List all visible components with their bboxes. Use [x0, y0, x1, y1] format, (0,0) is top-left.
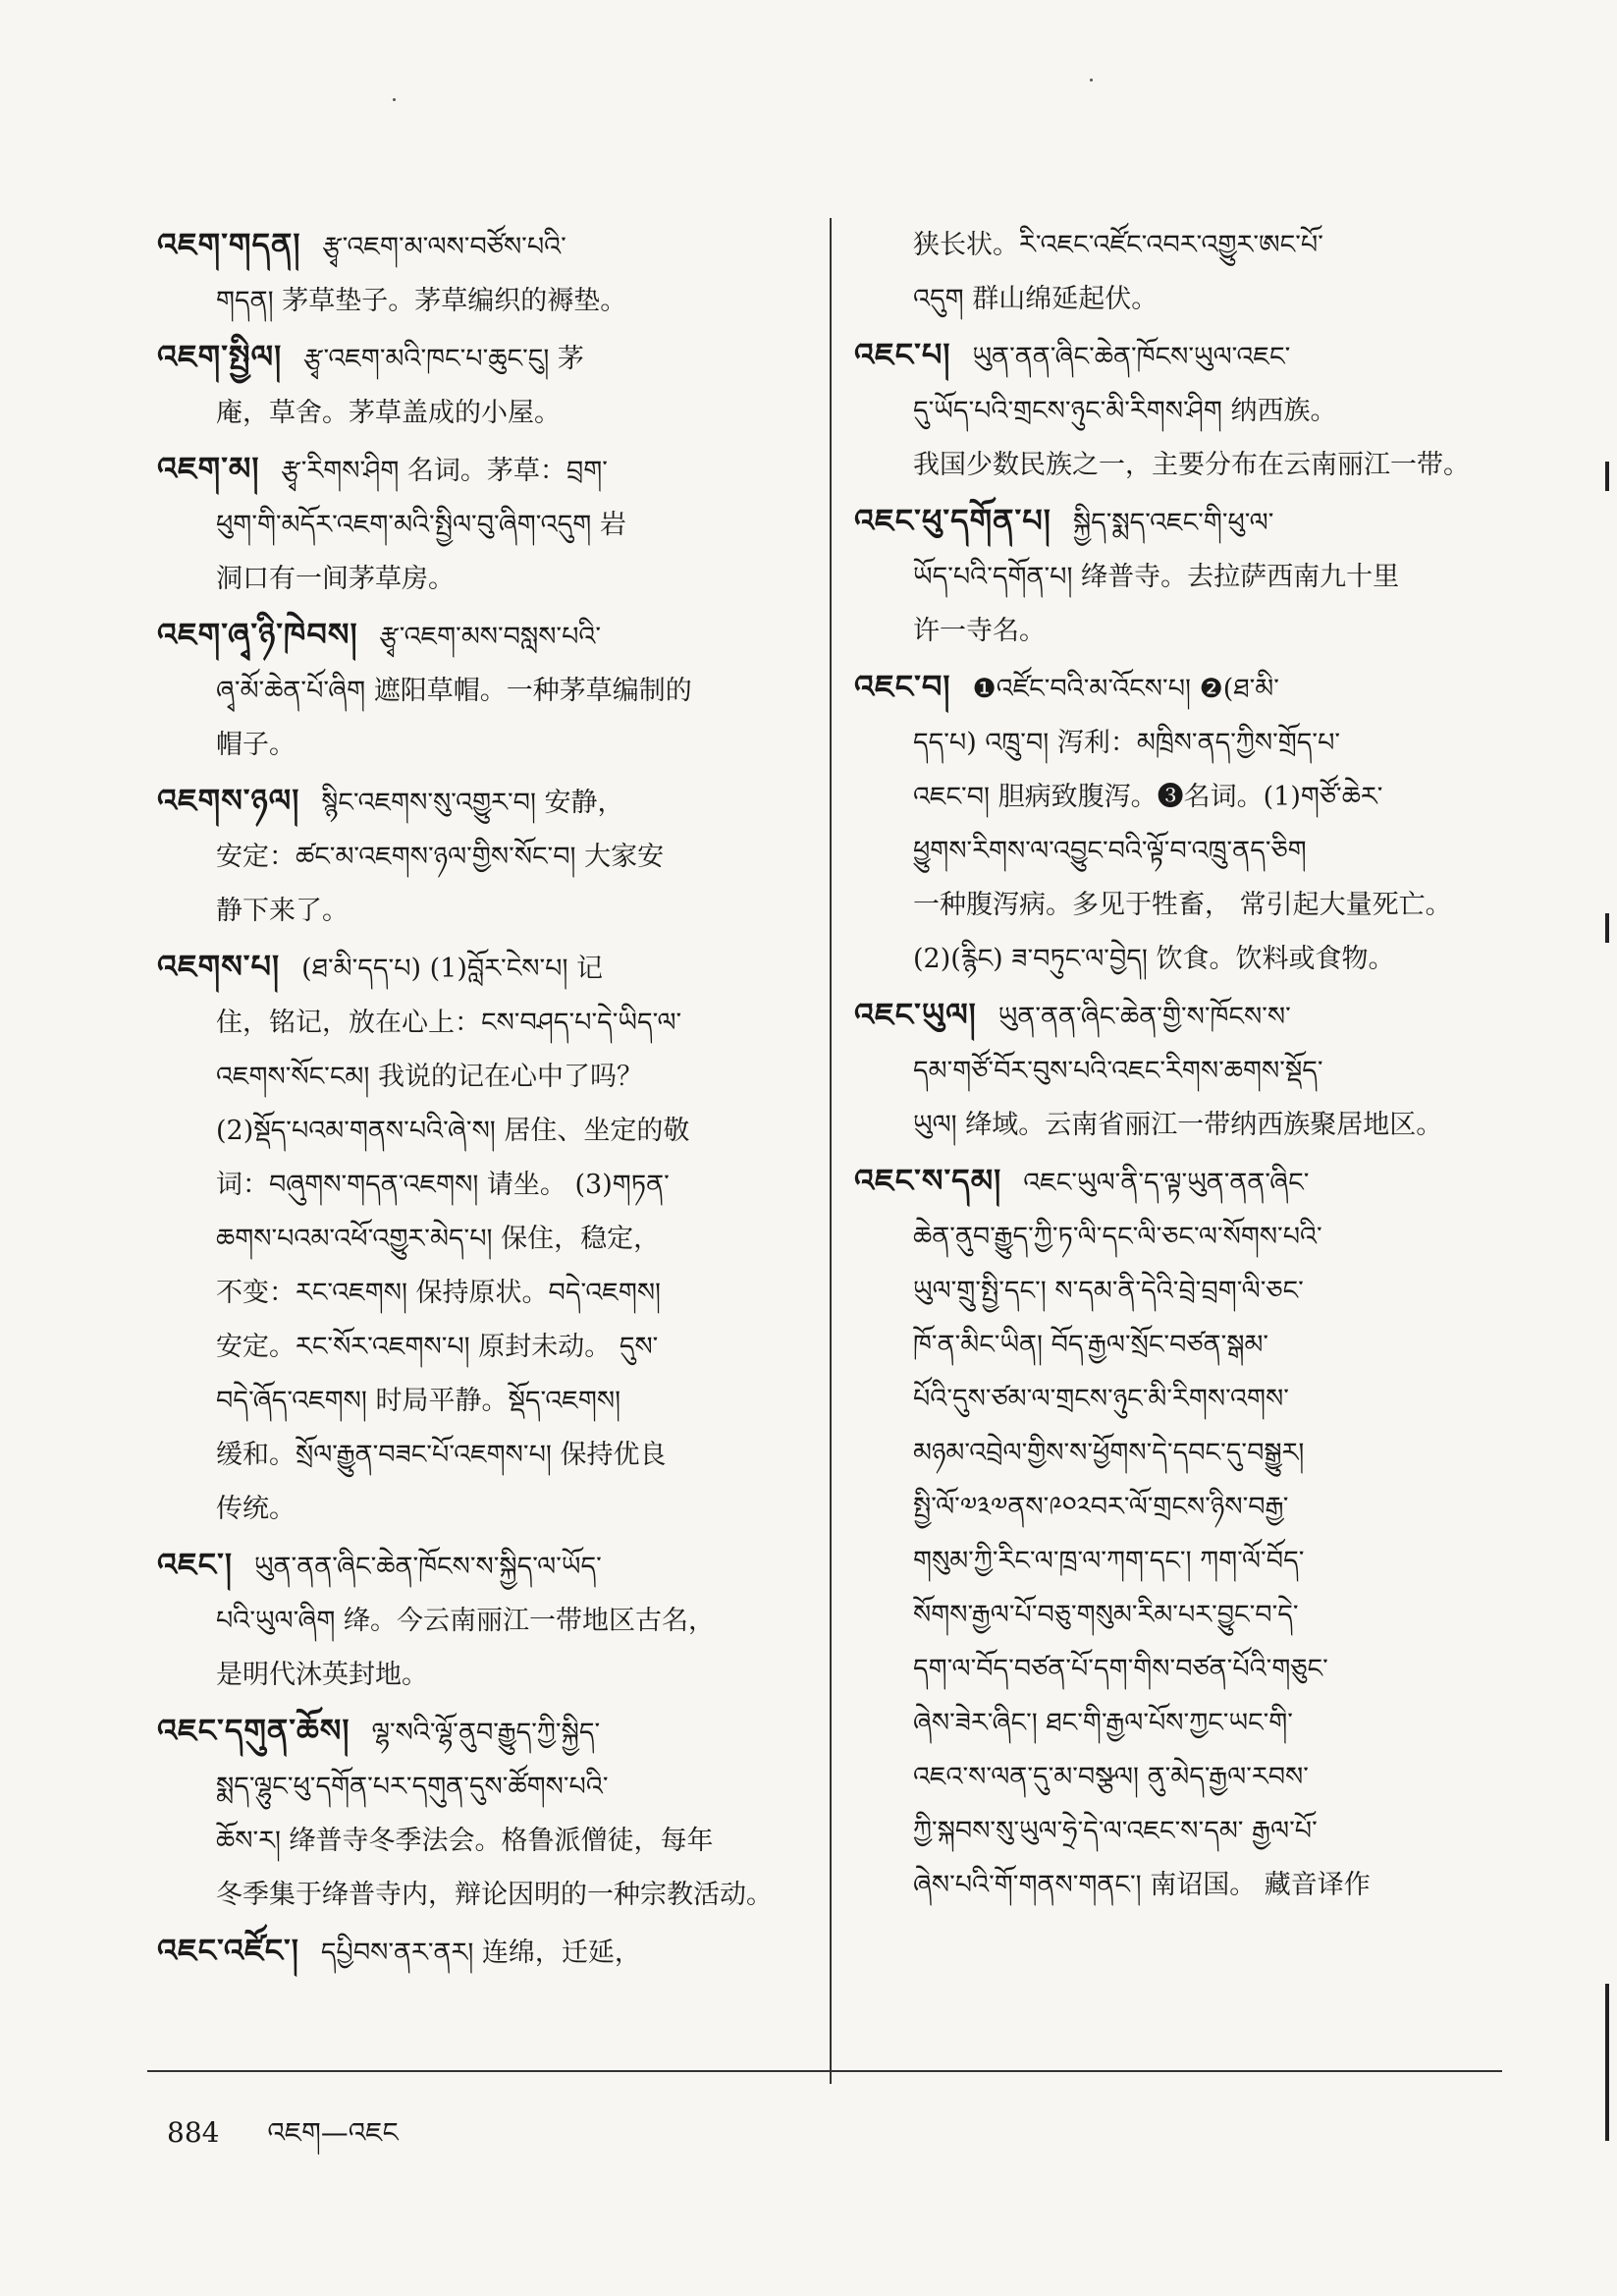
entry-text-line: ཆགས་པའམ་འཕོ་འགྱུར་མེད་པ། 保住，稳定，	[216, 1224, 661, 1254]
entry-first-line	[157, 608, 785, 664]
entry-text-line: པའི་ཡུལ་ཞིག 绛。今云南丽江一带地区古名，	[216, 1606, 715, 1636]
entry-text-line: ❶འཛོང་བའི་མ་འོངས་པ། ❷(ཐ་མི་	[972, 674, 1279, 704]
entry-text-line: ཆེན་ནུབ་རྒྱུད་ཀྱི་ཏ་ལི་དང་ལི་ཅང་ལ་སོགས་པའི་	[913, 1222, 1322, 1252]
column-divider	[830, 218, 832, 2084]
dictionary-entry	[157, 774, 785, 938]
entry-first-line	[157, 330, 785, 386]
entry-headword: འཇང་ཡུལ།	[854, 996, 977, 1033]
entry-first-line	[157, 442, 785, 498]
dictionary-entry	[854, 218, 1497, 326]
entry-text-line: སྙིང་འཇགས་སུ་འགྱུར་བ། 安静，	[321, 788, 624, 818]
entry-text-line: (2)(རྙིང) ཟ་བཏུང་ལ་བྱེད། 饮食。饮料或食物。	[913, 944, 1395, 974]
entry-headword: འཇག་ཞྭ་ཉི་ཁེབས།	[157, 616, 358, 653]
entry-first-line	[157, 774, 785, 830]
speck	[393, 98, 396, 101]
dictionary-entry	[854, 328, 1497, 492]
page-number: 884	[167, 2116, 220, 2149]
entry-text-line: དག་ལ་བོད་བཙན་པོ་དག་གིས་བཙན་པོའི་གཅུང་	[913, 1654, 1328, 1684]
entry-text-line: བདེ་ཞོད་འཇགས། 时局平静。སྡོད་འཇགས།	[216, 1386, 621, 1416]
dictionary-entry	[157, 1924, 785, 1980]
entry-headword: འཇང་པ།	[854, 336, 951, 373]
entry-text-line: 安定：ཚང་མ་འཇགས་ཉལ་གྱིས་སོང་བ། 大家安	[216, 842, 665, 872]
dictionary-entry	[157, 218, 785, 328]
entry-first-line	[854, 988, 1497, 1044]
entry-text-line: ཆོས་ར། 绛普寺冬季法会。格鲁派僧徒，每年	[216, 1826, 714, 1856]
entry-text-line: 许一寺名。	[913, 616, 1046, 646]
speck	[1090, 79, 1093, 82]
entry-text-line: སྤྱི་ལོ་༧༣༧ནས་༩༠༢བར་ལོ་གྲངས་ཉིས་བརྒྱ་	[913, 1492, 1289, 1522]
entry-text-line: རྩྭ་འཇག་མས་བསླས་པའི་	[379, 622, 602, 652]
entry-text-line: སྐྱིད་སྨད་འཇང་གི་ཕུ་ལ་	[1072, 508, 1274, 538]
entry-headword: འཇགས་ཉལ།	[157, 782, 300, 819]
entry-text-line: ཡུལ། 绛域。云南省丽江一带纳西族聚居地区。	[913, 1110, 1443, 1140]
entry-text-line: པོའི་དུས་ཙམ་ལ་གྲངས་ཉུང་མི་རིགས་འགས་	[913, 1384, 1289, 1414]
entry-first-line	[157, 218, 785, 274]
margin-mark	[1605, 913, 1609, 943]
entry-text-line: འཇང་བ། 胆病致腹泻。❸名词。(1)གཙོ་ཆེར་	[913, 782, 1383, 812]
entry-text-line: 帽子。	[216, 730, 296, 760]
entry-text-line: རྩྭ་འཇག་མའི་ཁང་པ་ཆུང་ངུ། 茅	[303, 344, 584, 374]
page-range: འཇག—འཇང	[267, 2116, 399, 2149]
entry-first-line	[854, 660, 1497, 716]
entry-text-line: མཉམ་འབྲེལ་གྱིས་ས་ཕྱོགས་དེ་དབང་དུ་བསྒྱུར།	[913, 1438, 1305, 1468]
entry-text-line: 住，铭记，放在心上：ངས་བཤད་པ་དེ་ཡིད་ལ་	[216, 1008, 682, 1038]
dictionary-entry	[854, 494, 1497, 658]
entry-text-line: ཁོ་ན་མིང་ཡིན། བོད་རྒྱལ་སྲོང་བཙན་སྒམ་	[913, 1330, 1269, 1360]
entry-text-line: 静下来了。	[216, 896, 349, 926]
dictionary-entry	[854, 1154, 1497, 1912]
entry-text-line: (2)སྡོད་པའམ་གནས་པའི་ཞེ་ས། 居住、坐定的敬	[216, 1116, 690, 1146]
entry-headword: འཇགས་པ།	[157, 948, 281, 985]
entry-text-line: ཀྱི་སྐབས་སུ་ཡུལ་ཧྲེ་དེ་ལ་འཇང་ས་དམ་ རྒྱལ་པོ་	[913, 1816, 1318, 1846]
dictionary-entry	[157, 442, 785, 606]
dictionary-entry	[157, 1538, 785, 1702]
entry-headword: འཇང་།	[157, 1546, 233, 1583]
dictionary-entry	[854, 660, 1497, 986]
entry-text-line: གསུམ་ཀྱི་རིང་ལ་ཁྲ་ལ་ཀག་དང་། ཀག་ལོ་བོད་	[913, 1546, 1305, 1576]
entry-text-line: 是明代沐英封地。	[216, 1660, 428, 1690]
dictionary-entry	[157, 330, 785, 440]
entry-text-line: 我国少数民族之一，主要分布在云南丽江一带。	[913, 450, 1470, 480]
entry-headword: འཇང་འཛོང་།	[157, 1932, 299, 1969]
entry-text-line: དུ་ཡོད་པའི་གྲངས་ཉུང་མི་རིགས་ཤིག 纳西族。	[913, 396, 1337, 426]
dictionary-entry	[157, 940, 785, 1536]
entry-text-line: ཞེས་ཟེར་ཞིང་། ཐང་གི་རྒྱལ་པོས་ཀྱང་ཡང་གི་	[913, 1708, 1293, 1738]
entry-text-line: འཇགས་སོང་ངམ། 我说的记在心中了吗？	[216, 1062, 643, 1092]
margin-mark	[1605, 462, 1609, 491]
entry-text-line: 狭长状。རི་འཇང་འཛོང་འབར་འགྱུར་ཨང་པོ་	[913, 230, 1323, 260]
entry-text-line: 一种腹泻病。多见于牲畜， 常引起大量死亡。	[913, 890, 1452, 920]
entry-first-line	[854, 328, 1497, 384]
entry-text-line: 安定。རང་སོར་འཇགས་པ། 原封未动。 དུས་	[216, 1332, 659, 1362]
entry-text-line: དད་པ) འཁྲུ་བ། 泻利：མཁྲིས་ནད་ཀྱིས་གྲོད་པ་	[913, 728, 1341, 758]
entry-text-line: ཕྱུགས་རིགས་ལ་འབྱུང་བའི་ལྟོ་བ་འཁྲུ་ནད་ཅིག	[913, 836, 1307, 866]
entry-text-line: ལྷ་སའི་ལྷོ་ནུབ་རྒྱུད་ཀྱི་སྐྱིད་	[371, 1718, 601, 1748]
entry-text-line: དམ་གཙོ་བོར་བུས་པའི་འཇང་རིགས་ཆགས་སྡོད་	[913, 1056, 1323, 1086]
entry-first-line	[157, 1924, 785, 1980]
entry-text-line: ཡུལ་གྲུ་སྤྱི་དང་། ས་དམ་ནི་དེའི་བྲེ་བྲག་ལི་ཅང་	[913, 1276, 1304, 1306]
entry-text-line: རྩྭ་རིགས་ཤིག 名词。茅草：བྲག་	[281, 456, 608, 486]
entry-text-line: སོགས་རྒྱལ་པོ་བཅུ་གསུམ་རིམ་པར་བྱུང་བ་དེ་	[913, 1600, 1299, 1630]
left-column	[157, 218, 785, 1982]
entry-first-line	[854, 1154, 1497, 1210]
entry-headword: འཇང་ཕུ་དགོན་པ།	[854, 502, 1051, 539]
entry-first-line	[854, 218, 1497, 272]
page-footer	[167, 2102, 399, 2179]
footer-rule	[147, 2070, 1502, 2072]
entry-text-line: 词：བཞུགས་གདན་འཇགས། 请坐。 (3)གཏན་	[216, 1170, 670, 1200]
entry-text-line: འདུག 群山绵延起伏。	[913, 284, 1159, 314]
dictionary-entry	[157, 1704, 785, 1922]
entry-first-line	[157, 1538, 785, 1594]
entry-text-line: རྩྭ་འཇག་མ་ལས་བཙོས་པའི་	[322, 232, 566, 262]
dictionary-entry	[157, 608, 785, 772]
entry-headword: འཇང་ས་དམ།	[854, 1162, 1002, 1199]
entry-text-line: 庵，草舍。茅草盖成的小屋。	[216, 398, 561, 428]
entry-text-line: (ཐ་མི་དད་པ) (1)བློར་ངེས་པ། 记	[301, 954, 604, 984]
entry-headword: འཇང་དགུན་ཆོས།	[157, 1712, 350, 1749]
margin-mark	[1605, 1984, 1609, 2141]
entry-text-line: གདན། 茅草垫子。茅草编织的褥垫。	[216, 286, 627, 316]
entry-headword: འཇག་སྤྱིལ།	[157, 338, 283, 375]
entry-text-line: 不变：རང་འཇགས། 保持原状。བདེ་འཇགས།	[216, 1278, 662, 1308]
entry-text-line: ཡོད་པའི་དགོན་པ། 绛普寺。去拉萨西南九十里	[913, 562, 1400, 592]
entry-headword: འཇག་གདན།	[157, 226, 301, 263]
entry-first-line	[157, 940, 785, 996]
entry-text-line: ཡུན་ནན་ཞིང་ཆེན་ཁོངས་ཡུལ་འཇང་	[972, 342, 1291, 372]
entry-text-line: 冬季集于绛普寺内，辩论因明的一种宗教活动。	[216, 1880, 773, 1910]
entry-text-line: ཕུག་གི་མདོར་འཇག་མའི་སྤྱིལ་བུ་ཞིག་འདུག 岩	[216, 510, 626, 540]
entry-text-line: འཇང་ཡུལ་ནི་ད་ལྟ་ཡུན་ནན་ཞིང་	[1023, 1168, 1310, 1198]
entry-text-line: ཞྭ་མོ་ཆེན་པོ་ཞིག 遮阳草帽。一种茅草编制的	[216, 676, 692, 706]
entry-text-line: 缓和。སྲོལ་རྒྱུན་བཟང་པོ་འཇགས་པ། 保持优良	[216, 1440, 667, 1470]
entry-text-line: 传统。	[216, 1494, 296, 1524]
entry-text-line: དཔྱིབས་ནར་ནར། 连绵，迁延，	[320, 1938, 641, 1968]
entry-first-line	[157, 1704, 785, 1760]
entry-text-line: སྨད་ལྷུང་ཕུ་དགོན་པར་དགུན་དུས་ཚོགས་པའི་	[216, 1772, 609, 1802]
entry-first-line	[854, 494, 1497, 550]
entry-text-line: ཡུན་ནན་ཞིང་ཆེན་གྱི་ས་ཁོངས་ས་	[997, 1002, 1291, 1032]
entry-text-line: ཞེས་པའི་གོ་གནས་གནང་། 南诏国。 藏音译作	[913, 1870, 1371, 1900]
entry-headword: འཇང་བ།	[854, 668, 951, 705]
dictionary-entry	[854, 988, 1497, 1152]
entry-text-line: 洞口有一间茅草房。	[216, 564, 455, 594]
right-column	[854, 218, 1497, 1914]
entry-headword: འཇག་མ།	[157, 450, 260, 487]
entry-text-line: ཡུན་ནན་ཞིང་ཆེན་ཁོངས་ས་སྐྱིད་ལ་ཡོད་	[253, 1552, 602, 1582]
entry-text-line: འཇའ་ས་ལན་དུ་མ་བསྩལ། ནུ་མེད་རྒྱལ་རབས་	[913, 1762, 1309, 1792]
